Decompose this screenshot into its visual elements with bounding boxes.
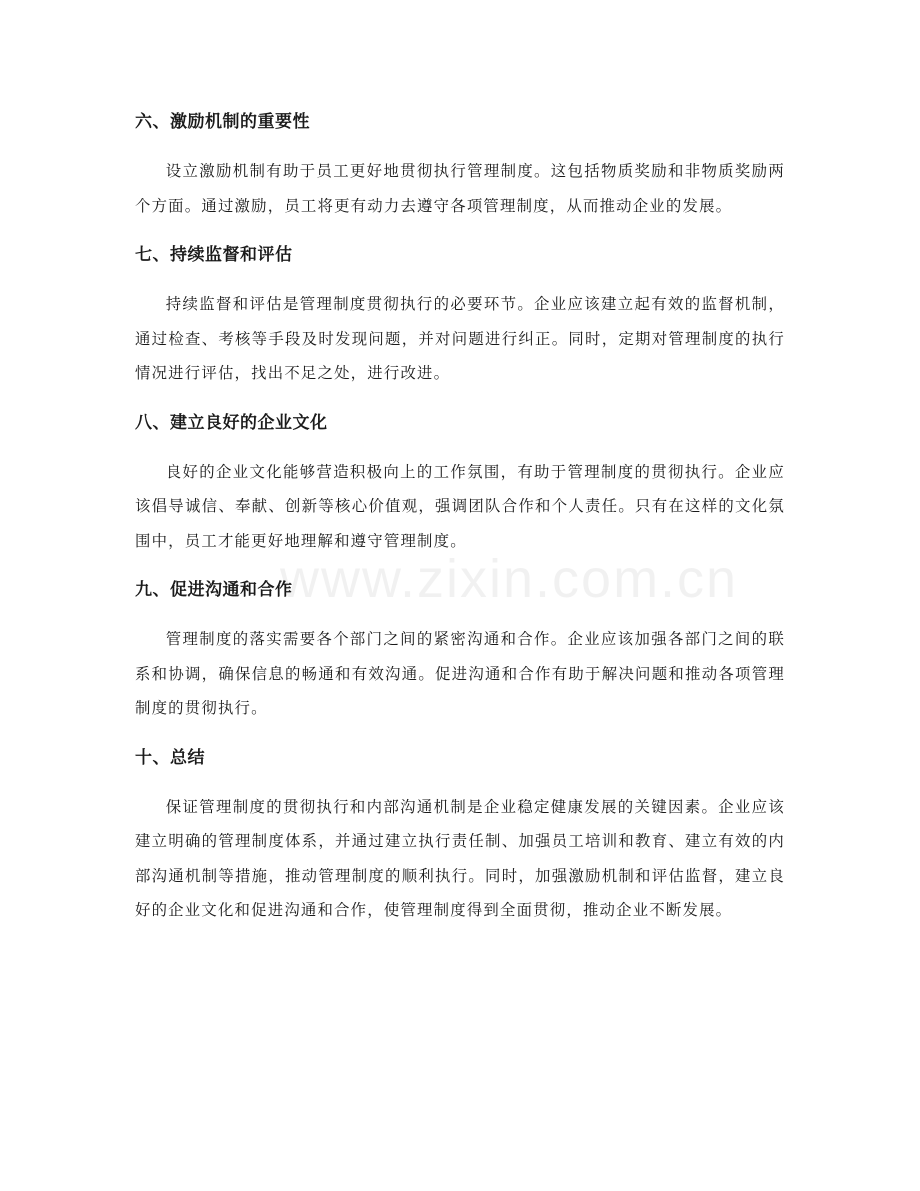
watermark: www.zixin.com.cn [280,549,739,609]
section-culture [135,405,785,559]
document-body [135,104,785,942]
section-communication [135,572,785,726]
section-heading: 六、激励机制的重要性 [135,112,310,132]
section-paragraph: 良好的企业文化能够营造积极向上的工作氛围，有助于管理制度的贯彻执行。企业应该倡导诚信、奉献、创新等核心价值观，强调团队合作和个人责任。只有在这样的文化氛围中，员工才能更好地理解和遵守管理制度。 [135,462,785,550]
section-heading: 八、建立良好的企业文化 [135,412,328,433]
section-supervision [135,237,785,391]
section-heading: 九、促进沟通和合作 [135,580,293,600]
section-paragraph: 持续监督和评估是管理制度贯彻执行的必要环节。企业应该建立起有效的监督机制，通过检查、考核等手段及时发现问题，并对问题进行纠正。同时，定期对管理制度的执行情况进行评估，找出不足之处，进行改进。 [135,295,785,382]
section-paragraph: 保证管理制度的贯彻执行和内部沟通机制是企业稳定健康发展的关键因素。企业应该建立明确的管理制度体系，并通过建立执行责任制、加强员工培训和教育、建立有效的内部沟通机制等措施，推动管理制度的顺利执行。同时，加强激励机制和评估监督，建立良好的企业文化和促进沟通和合作，使管理制度得到全面贯彻，推动企业不断发展。 [135,797,785,919]
section-heading: 十、总结 [135,747,205,768]
section-incentive [135,104,785,223]
section-paragraph: 设立激励机制有助于员工更好地贯彻执行管理制度。这包括物质奖励和非物质奖励两个方面。通过激励，员工将更有动力去遵守各项管理制度，从而推动企业的发展。 [135,162,785,215]
section-paragraph: 管理制度的落实需要各个部门之间的紧密沟通和合作。企业应该加强各部门之间的联系和协调，确保信息的畅通和有效沟通。促进沟通和合作有助于解决问题和推动各项管理制度的贯彻执行。 [135,630,785,717]
section-heading: 七、持续监督和评估 [135,245,293,265]
section-summary [135,740,785,928]
